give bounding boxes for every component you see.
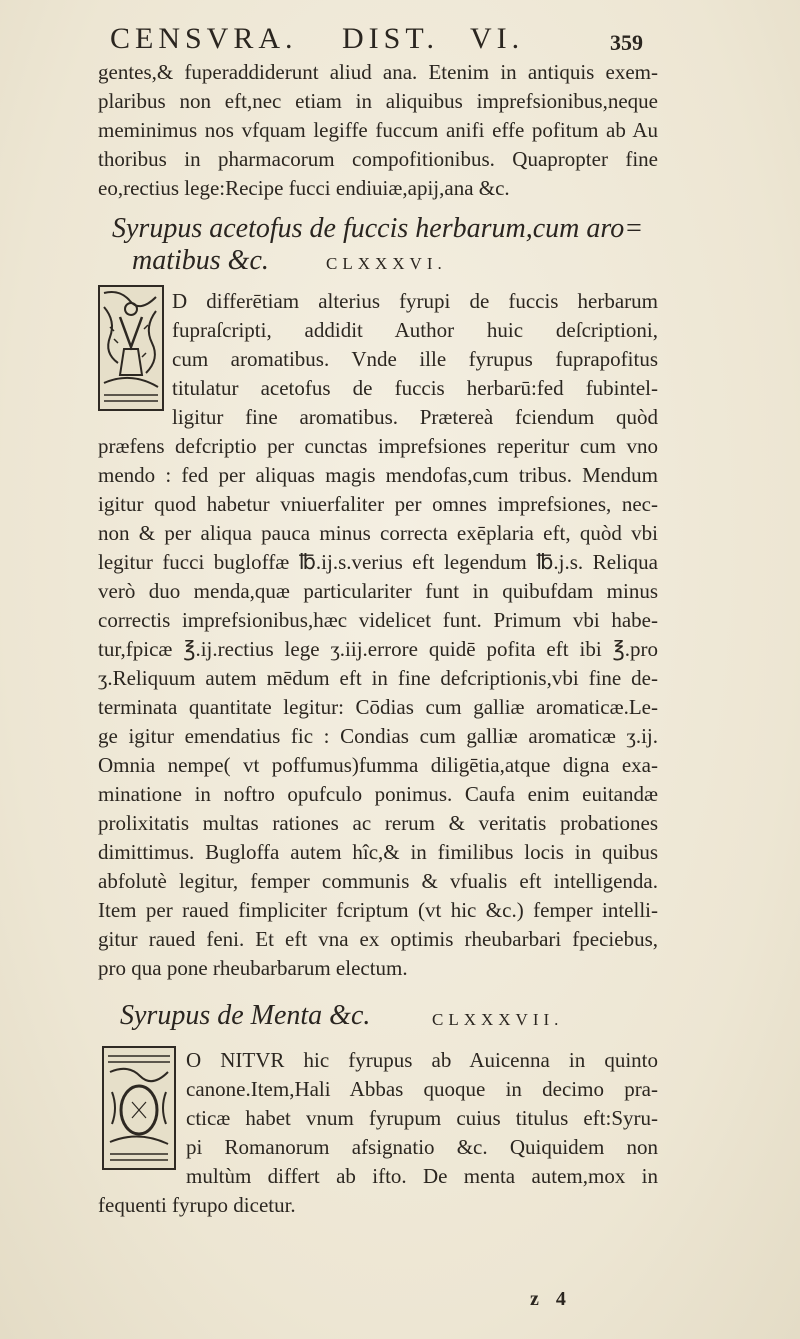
text-line: thoribus in pharmacorum compofitionibus. Quapropter fine	[98, 147, 658, 171]
section-heading: Syrupus de Menta &c.	[120, 1000, 371, 1031]
text-line: igitur quod habetur vniuerfaliter per omnes imprefsiones, nec-	[98, 492, 658, 516]
chapter-number: CLXXXVI.	[326, 254, 447, 273]
running-head-number: VI.	[470, 22, 525, 55]
text-line: dimittimus. Bugloffa autem hîc,& in fimilibus locis in quibus	[98, 840, 658, 864]
text-line: cticæ habet vnum fyrupum cuius titulus eft:Syru-	[186, 1106, 658, 1130]
text-line: ge igitur emendatius fic : Condias cum galliæ aromaticæ ʒ.ij.	[98, 724, 658, 748]
text-line: Item per raued fimpliciter fcriptum (vt hic &c.) femper intelli-	[98, 898, 658, 922]
running-head-dist: DIST.	[342, 22, 439, 55]
text-line: cum aromatibus. Vnde ille fyrupus fuprapofitus	[172, 347, 658, 371]
chapter-number: CLXXXVII.	[432, 1010, 564, 1029]
text-line: verò duo menda,quæ particulariter funt in quibufdam minus	[98, 579, 658, 603]
text-line: D differētiam alterius fyrupi de fuccis herbarum	[172, 289, 658, 313]
section-heading-continued: matibus &c.	[132, 245, 269, 276]
decorated-initial-o	[102, 1046, 176, 1170]
text-line: meminimus nos vfquam legiffe fuccum anifi effe pofitum ab Au	[98, 118, 658, 142]
text-line: legitur fucci bugloffæ ℔.ij.s.verius eft legendum ℔.j.s. Reliqua	[98, 550, 658, 574]
woodcut-ornament-icon	[100, 287, 162, 409]
text-line: pi Romanorum afsignatio &c. Quiquidem non	[186, 1135, 658, 1159]
running-head-title: CENSVRA.	[110, 22, 298, 55]
text-line: mendo : fed per aliquas magis mendofas,cum tribus. Mendum	[98, 463, 658, 487]
text-line: eo,rectius lege:Recipe fucci endiuiæ,apij,ana &c.	[98, 176, 510, 200]
text-line: O NITVR hic fyrupus ab Auicenna in quinto	[186, 1048, 658, 1072]
text-line: Omnia nempe( vt poffumus)fumma diligētia,atque digna exa-	[98, 753, 658, 777]
text-line: præfens defcriptio per cunctas imprefsiones reperitur cum vno	[98, 434, 658, 458]
text-line: gentes,& fuperaddiderunt aliud ana. Etenim in antiquis exem-	[98, 60, 658, 84]
woodcut-ornament-icon	[104, 1048, 174, 1168]
text-line: plaribus non eft,nec etiam in aliquibus imprefsionibus,neque	[98, 89, 658, 113]
text-line: abfolutè legitur, femper communis & vfualis eft intelligenda.	[98, 869, 658, 893]
text-line: ligitur fine aromatibus. Prætereà fciendum quòd	[172, 405, 658, 429]
text-line: titulatur acetofus de fuccis herbarū:fed fubintel-	[172, 376, 658, 400]
text-line: tur,fpicæ ℥.ij.rectius lege ʒ.iij.errore quidē pofita eft ibi ℥.pro	[98, 637, 658, 661]
text-line: minatione in noftro opufculo ponimus. Caufa enim euitandæ	[98, 782, 658, 806]
text-line: ʒ.Reliquum autem mēdum eft in fine defcriptionis,vbi fine de-	[98, 666, 658, 690]
page-number: 359	[610, 30, 643, 55]
text-line: non & per aliqua pauca minus correcta exēplaria eft, quòd vbi	[98, 521, 658, 545]
section-heading: Syrupus acetofus de fuccis herbarum,cum aro=	[112, 213, 644, 244]
text-line: canone.Item,Hali Abbas quoque in decimo pra-	[186, 1077, 658, 1101]
text-line: correctis imprefsionibus,hæc videlicet funt. Primum vbi habe-	[98, 608, 658, 632]
signature-mark: z 4	[530, 1288, 572, 1310]
text-line: terminata quantitate legitur: Cōdias cum galliæ aromaticæ.Le-	[98, 695, 658, 719]
decorated-initial-d	[98, 285, 164, 411]
text-line: fupraſcripti, addidit Author huic deſcriptioni,	[172, 318, 658, 342]
text-line: multùm differt ab ifto. De menta autem,mox in	[186, 1164, 658, 1188]
text-line: fequenti fyrupo dicetur.	[98, 1193, 296, 1217]
text-line: pro qua pone rheubarbarum electum.	[98, 956, 408, 980]
text-line: gitur raued feni. Et eft vna ex optimis rheubarbari fpeciebus,	[98, 927, 658, 951]
text-line: prolixitatis multas rationes ac rerum & veritatis probationes	[98, 811, 658, 835]
